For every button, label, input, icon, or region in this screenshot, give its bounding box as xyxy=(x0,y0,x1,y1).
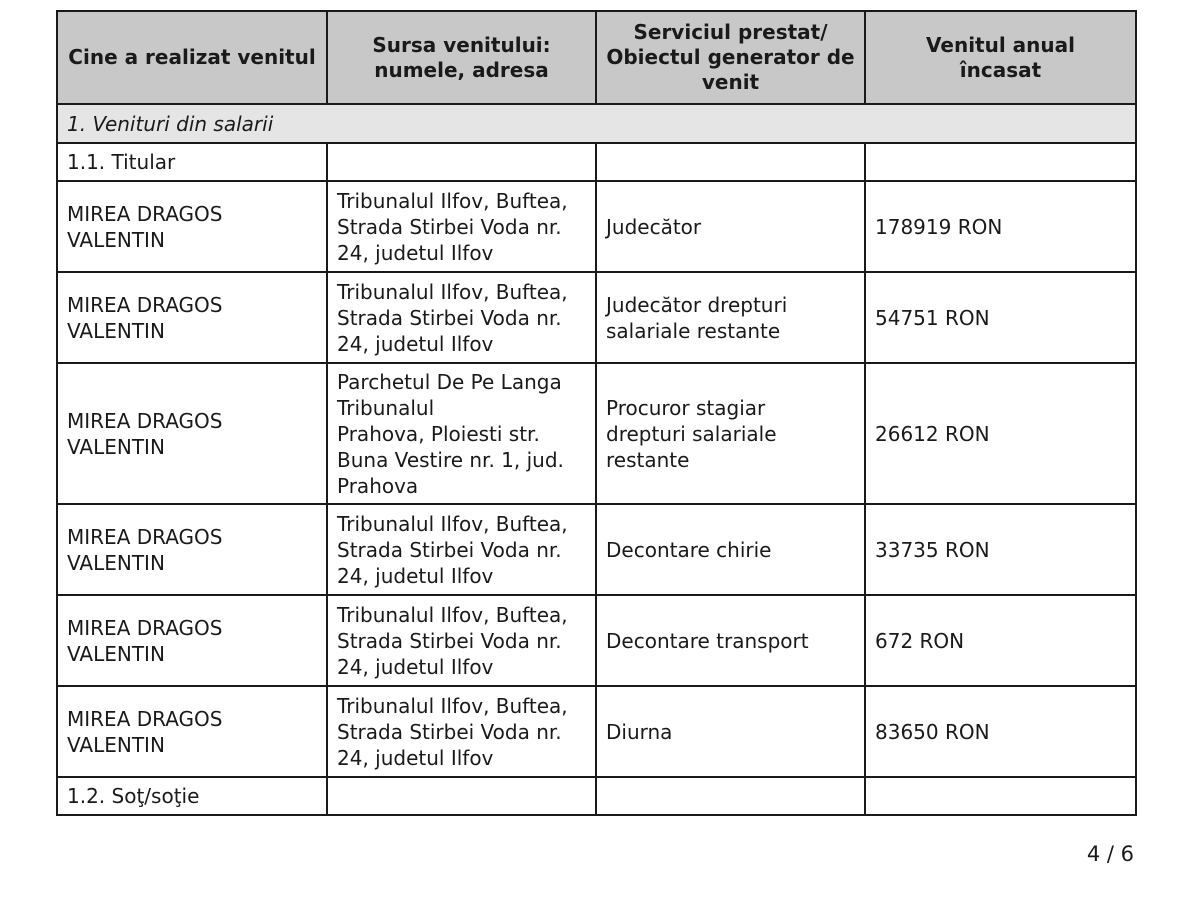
cell-service: Decontare chirie xyxy=(596,504,865,595)
cell-service: Judecător xyxy=(596,181,865,272)
cell-income: 83650 RON xyxy=(865,686,1136,777)
cell-income: 178919 RON xyxy=(865,181,1136,272)
cell-service: Diurna xyxy=(596,686,865,777)
section-title: 1. Venituri din salarii xyxy=(57,104,1136,143)
cell-income: 672 RON xyxy=(865,595,1136,686)
empty-cell xyxy=(327,143,596,181)
cell-source: Tribunalul Ilfov, Buftea, Strada Stirbei Voda nr. 24, judetul Ilfov xyxy=(327,686,596,777)
empty-cell xyxy=(596,777,865,815)
subsection-titular-label: 1.1. Titular xyxy=(57,143,327,181)
cell-service: Judecător drepturi salariale restante xyxy=(596,272,865,363)
section-row-salaries xyxy=(57,104,1136,143)
header-source: Sursa venitului: numele, adresa xyxy=(327,11,596,104)
income-table xyxy=(56,10,1137,816)
empty-cell xyxy=(327,777,596,815)
cell-who: MIREA DRAGOS VALENTIN xyxy=(57,272,327,363)
cell-income: 26612 RON xyxy=(865,363,1136,504)
table-row xyxy=(57,504,1136,595)
table-row xyxy=(57,363,1136,504)
cell-who: MIREA DRAGOS VALENTIN xyxy=(57,181,327,272)
subsection-row-titular xyxy=(57,143,1136,181)
table-row xyxy=(57,595,1136,686)
cell-service: Procuror stagiar drepturi salariale restante xyxy=(596,363,865,504)
table-header-row xyxy=(57,11,1136,104)
cell-source: Tribunalul Ilfov, Buftea, Strada Stirbei Voda nr. 24, judetul Ilfov xyxy=(327,595,596,686)
cell-who: MIREA DRAGOS VALENTIN xyxy=(57,595,327,686)
cell-who: MIREA DRAGOS VALENTIN xyxy=(57,504,327,595)
header-income: Venitul anual încasat xyxy=(865,11,1136,104)
cell-income: 33735 RON xyxy=(865,504,1136,595)
empty-cell xyxy=(865,777,1136,815)
cell-who: MIREA DRAGOS VALENTIN xyxy=(57,686,327,777)
subsection-spouse-label: 1.2. Soţ/soţie xyxy=(57,777,327,815)
table-row xyxy=(57,272,1136,363)
empty-cell xyxy=(865,143,1136,181)
table-row xyxy=(57,686,1136,777)
page-indicator: 4 / 6 xyxy=(1086,842,1134,866)
empty-cell xyxy=(596,143,865,181)
table-row xyxy=(57,181,1136,272)
cell-source: Tribunalul Ilfov, Buftea, Strada Stirbei Voda nr. 24, judetul Ilfov xyxy=(327,504,596,595)
cell-source: Tribunalul Ilfov, Buftea, Strada Stirbei Voda nr. 24, judetul Ilfov xyxy=(327,272,596,363)
cell-income: 54751 RON xyxy=(865,272,1136,363)
subsection-row-spouse xyxy=(57,777,1136,815)
cell-who: MIREA DRAGOS VALENTIN xyxy=(57,363,327,504)
cell-service: Decontare transport xyxy=(596,595,865,686)
header-who: Cine a realizat venitul xyxy=(57,11,327,104)
header-service: Serviciul prestat/ Obiectul generator de venit xyxy=(596,11,865,104)
cell-source: Tribunalul Ilfov, Buftea, Strada Stirbei Voda nr. 24, judetul Ilfov xyxy=(327,181,596,272)
cell-source: Parchetul De Pe Langa Tribunalul Prahova, Ploiesti str. Buna Vestire nr. 1, jud. Prahova xyxy=(327,363,596,504)
